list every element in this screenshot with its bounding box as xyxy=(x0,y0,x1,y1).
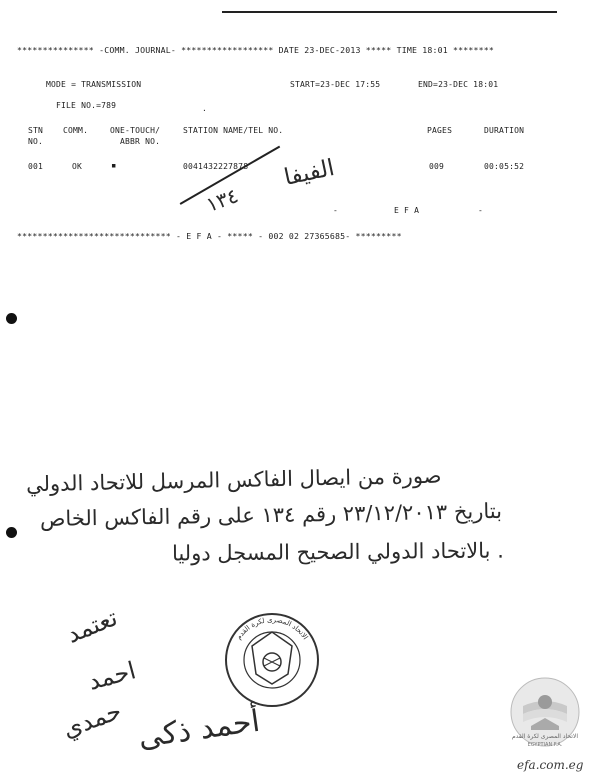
mode-text: MODE = TRANSMISSION xyxy=(46,80,142,89)
journal-footer: ****************************** - E F A - ***** - 002 02 27365685- ********* xyxy=(17,231,402,241)
logo-latin-text: EGYPTIAN F.A. xyxy=(527,742,563,748)
col-stn-no: NO. xyxy=(28,137,44,146)
journal-header: *************** -COMM. JOURNAL- ****************** DATE 23-DEC-2013 ***** TIME 18:01 ******** xyxy=(17,45,495,55)
row-onetouch: ▪ xyxy=(111,161,117,171)
punch-hole-bottom xyxy=(6,527,17,538)
handwritten-note-approve: تعتمد xyxy=(62,603,122,649)
handwritten-note-name-1: احمد xyxy=(85,656,139,696)
watermark-url: efa.com.eg xyxy=(517,758,584,772)
col-comm: COMM. xyxy=(63,126,89,135)
handwritten-line-3: بالاتحاد الدولي الصحيح المسجل دوليا . xyxy=(171,538,504,566)
file-number: FILE NO.=789 xyxy=(56,101,117,110)
handwritten-line-2: بتاريخ ٢٣/١٢/٢٠١٣ رقم ١٣٤ على رقم الفاكس الخاص xyxy=(39,498,503,532)
handwritten-number: ١٣٤ xyxy=(202,183,242,217)
top-border-line xyxy=(222,11,557,13)
col-pages: PAGES xyxy=(427,126,453,135)
official-stamp xyxy=(222,610,322,710)
col-abbr: ABBR NO. xyxy=(120,137,161,146)
row-stn: 001 xyxy=(28,162,44,171)
speck: . xyxy=(202,104,208,113)
sender-dash-right: - xyxy=(478,206,484,215)
handwritten-note-name-2: حمدي xyxy=(59,696,126,744)
row-duration: 00:05:52 xyxy=(484,162,525,171)
efa-logo xyxy=(505,674,585,754)
col-station: STATION NAME/TEL NO. xyxy=(183,126,284,135)
row-comm: OK xyxy=(72,162,83,171)
handwritten-line-1: صورة من ايصال الفاكس المرسل للاتحاد الدولي xyxy=(25,463,442,497)
logo-arabic-text: الاتحاد المصرى لكرة القدم xyxy=(511,733,579,740)
start-time: START=23-DEC 17:55 xyxy=(290,80,381,89)
col-duration: DURATION xyxy=(484,126,525,135)
row-station: 0041432227878 xyxy=(183,162,249,171)
handwritten-fifa: الفيفا xyxy=(281,155,337,191)
punch-hole-top xyxy=(6,313,17,324)
row-pages: 009 xyxy=(429,162,445,171)
col-stn: STN xyxy=(28,126,44,135)
stamp-text: الاتحاد المصرى لكرة القدم xyxy=(234,615,310,642)
handwritten-signature: أحمد ذكى xyxy=(136,703,262,756)
svg-text:الاتحاد المصرى لكرة القدم xyxy=(235,616,310,641)
sender-dash-left: - xyxy=(333,206,339,215)
col-onetouch: ONE-TOUCH/ xyxy=(110,126,161,135)
end-time: END=23-DEC 18:01 xyxy=(418,80,499,89)
sender-name: E F A xyxy=(394,206,420,215)
